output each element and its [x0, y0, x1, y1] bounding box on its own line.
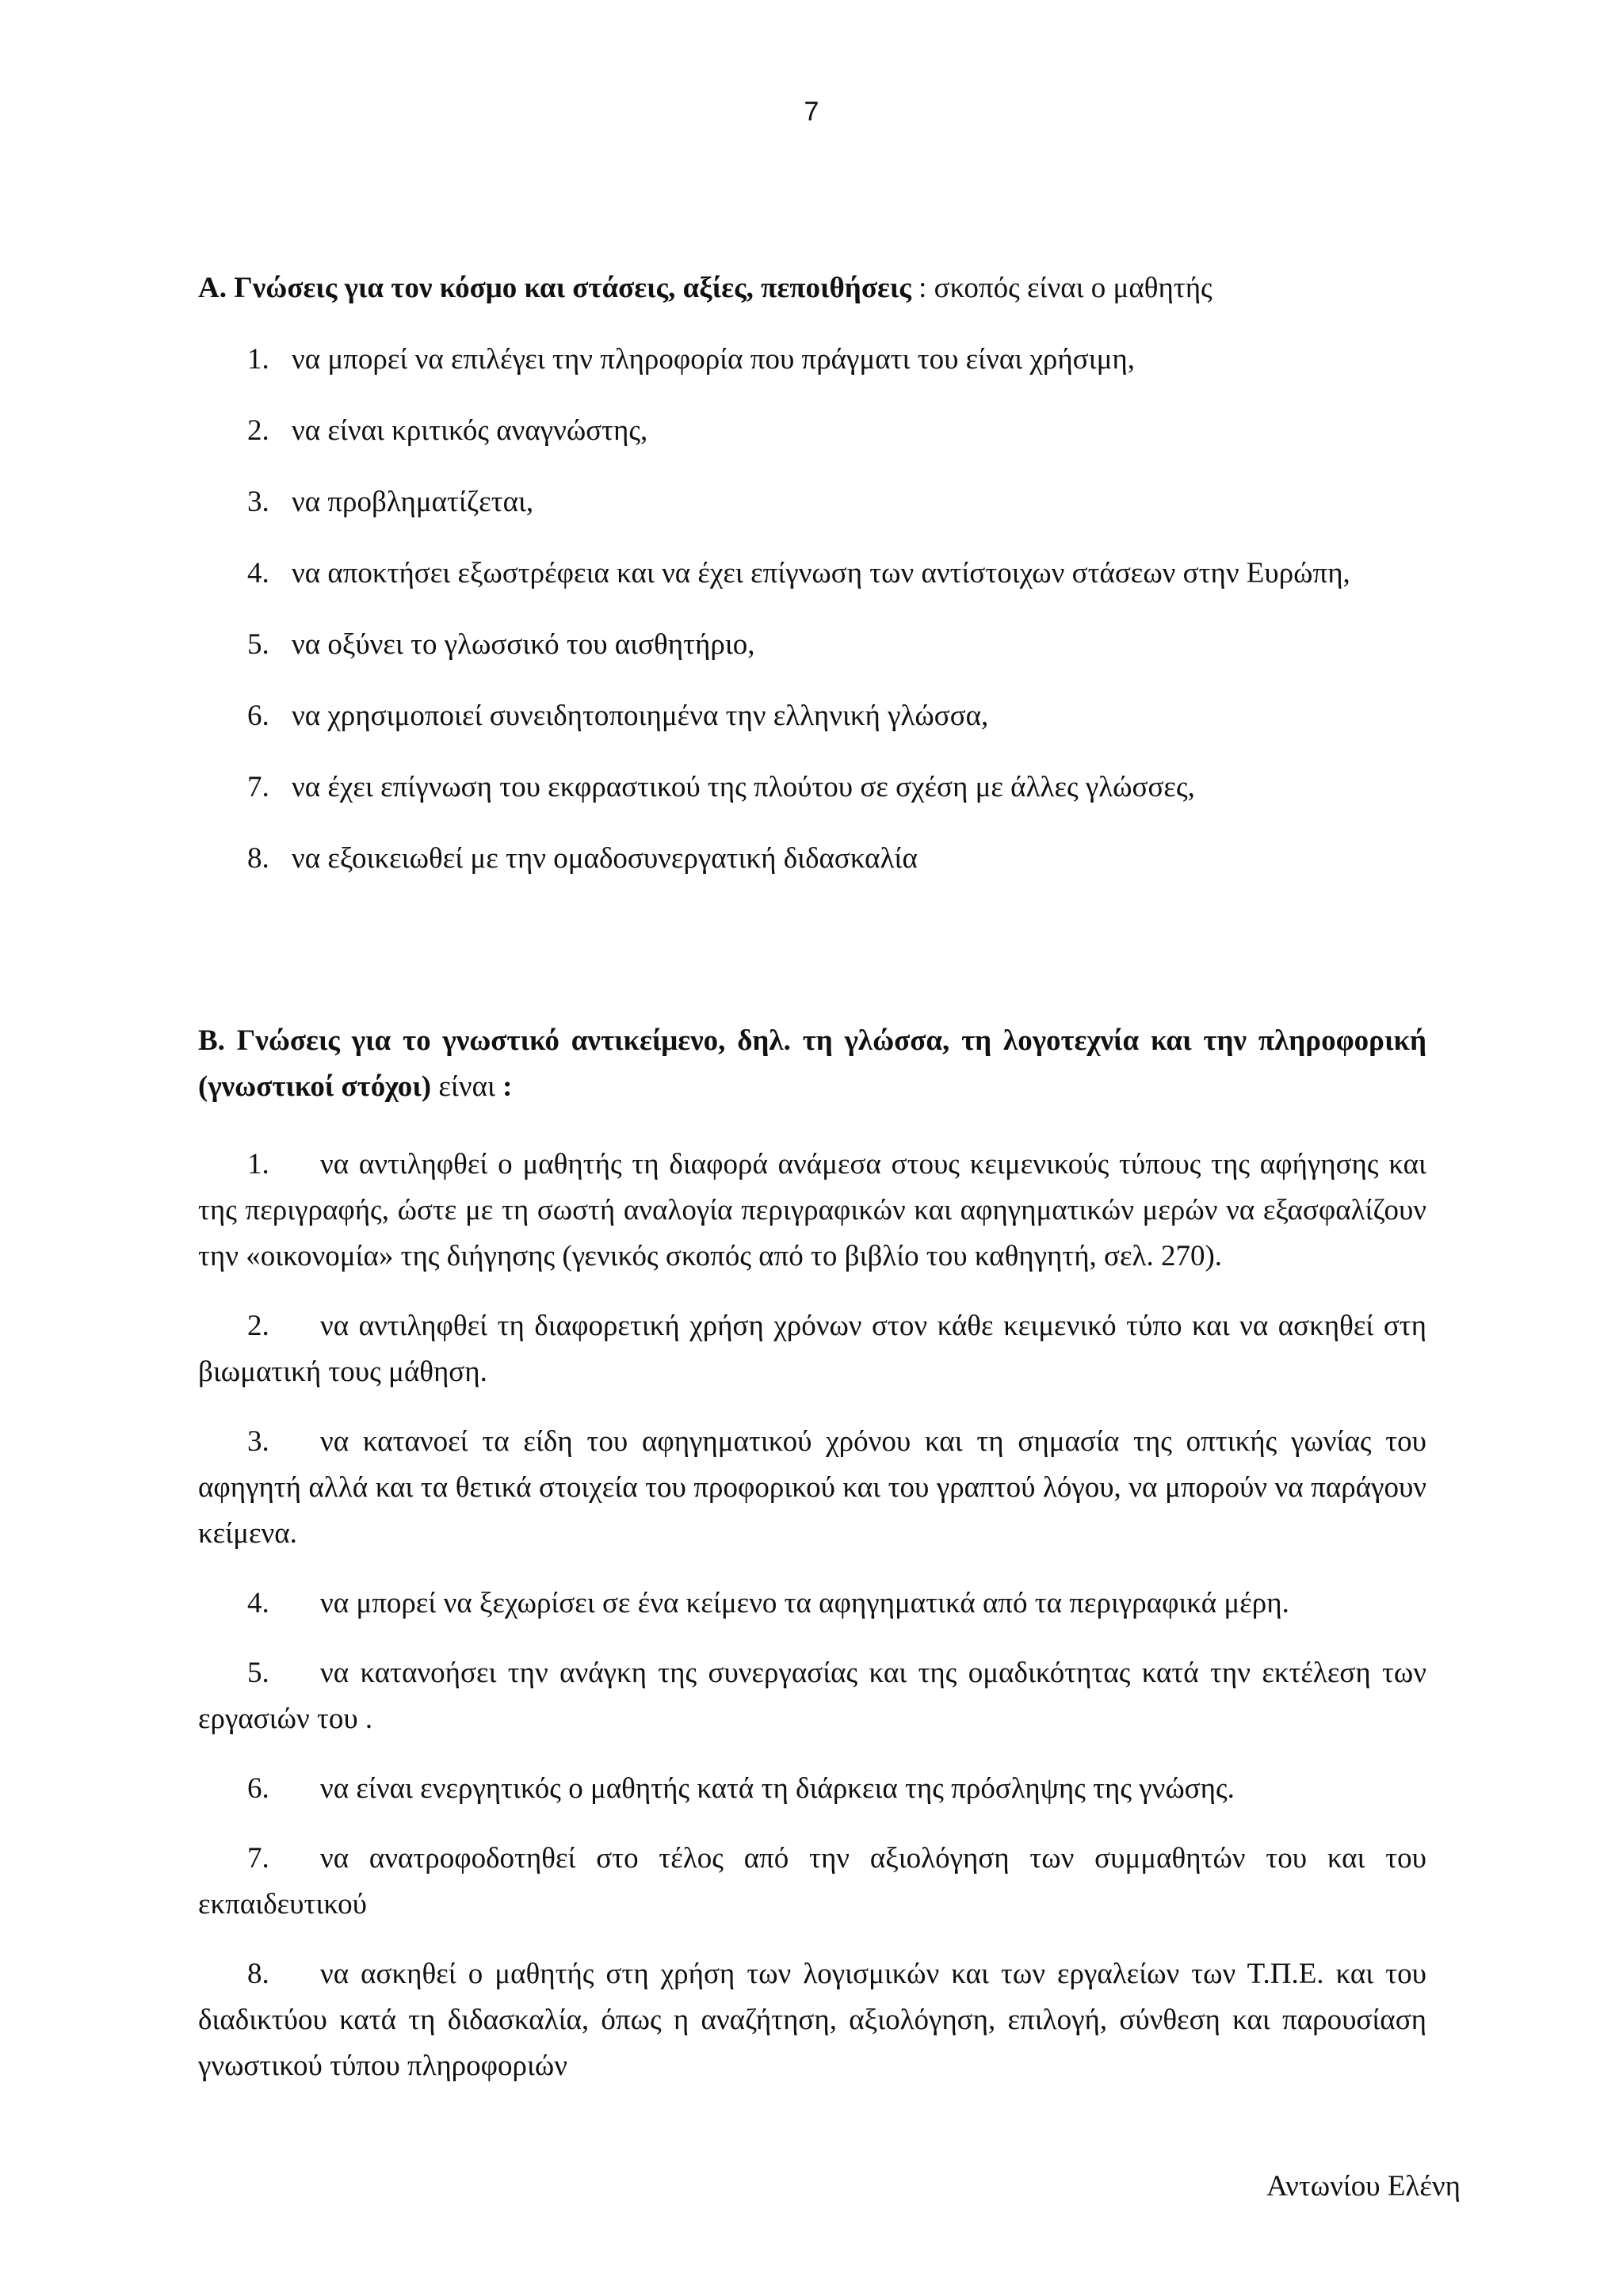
list-item-text: να προβληματίζεται,: [292, 486, 534, 518]
list-item: [198, 551, 1426, 597]
list-item-number: 5.: [247, 628, 269, 661]
list-item-text: να κατανοεί τα είδη του αφηγηματικού χρόνου και τη σημασία της οπτικής γωνίας του αφηγητή αλλά και τα θετικά στοιχεία του προφορικού και του γραπτού λόγου, να μπορούν να παράγουν κείμενα.: [198, 1425, 1426, 1550]
list-item: [198, 1581, 1426, 1627]
list-item-text: να έχει επίγνωση του εκφραστικού της πλούτου σε σχέση με άλλες γλώσσες,: [292, 771, 1195, 803]
list-item-number: 4.: [247, 557, 269, 589]
list-item: [198, 836, 1426, 882]
list-item: [198, 1836, 1426, 1928]
list-item-text: να αντιληφθεί ο μαθητής τη διαφορά ανάμεσα στους κειμενικούς τύπους της αφήγησης και της περιγραφής, ώστε με τη σωστή αναλογία περιγραφικών και αφηγηματικών μερών να εξασφαλίζουν την «οικονομία» της διήγησης (γενικός σκοπός από το βιβλίο του καθηγητή, σελ. 270).: [198, 1148, 1426, 1272]
list-item: [198, 337, 1426, 383]
list-item: [198, 408, 1426, 454]
list-item-number: 8.: [247, 1958, 269, 1990]
list-item-number: 6.: [247, 1772, 269, 1805]
list-item-text: να αντιληφθεί τη διαφορετική χρήση χρόνων στον κάθε κειμενικό τύπο και να ασκηθεί στη βιωματική τους μάθηση.: [198, 1310, 1426, 1388]
section-a-heading-rest: : σκοπός είναι ο μαθητής: [911, 272, 1212, 304]
list-item-number: 6.: [247, 700, 269, 732]
page-number: 7: [804, 97, 819, 127]
list-item-text: να ασκηθεί ο μαθητής στη χρήση των λογισμικών και των εργαλείων των Τ.Π.Ε. και του διαδικτύου κατά τη διδασκαλία, όπως η αναζήτηση, αξιολόγηση, επιλογή, σύνθεση και παρουσίαση γνωστικού τύπου πληροφοριών: [198, 1958, 1426, 2082]
list-item-text: να χρησιμοποιεί συνειδητοποιημένα την ελληνική γλώσσα,: [292, 700, 989, 732]
list-item-number: 3.: [247, 1425, 269, 1458]
list-item: [198, 1951, 1426, 2089]
list-item: [198, 1419, 1426, 1557]
list-item-text: να αποκτήσει εξωστρέφεια και να έχει επίγνωση των αντίστοιχων στάσεων στην Ευρώπη,: [292, 557, 1350, 589]
list-item: [198, 622, 1426, 668]
list-item-text: να μπορεί να ξεχωρίσει σε ένα κείμενο τα αφηγηματικά από τα περιγραφικά μέρη.: [320, 1587, 1289, 1619]
footer-author: Αντωνίου Ελένη: [1266, 2170, 1461, 2203]
list-item: [198, 479, 1426, 525]
list-item-text: να ανατροφοδοτηθεί στο τέλος από την αξιολόγηση των συμμαθητών του και του εκπαιδευτικού: [198, 1842, 1426, 1920]
section-b-heading-mid: είναι: [431, 1070, 503, 1103]
section-a: [198, 265, 1426, 907]
section-a-heading-bold: Α. Γνώσεις για τον κόσμο και στάσεις, αξίες, πεποιθήσεις: [198, 272, 911, 304]
section-b: [198, 1018, 1426, 2113]
list-item: [198, 1766, 1426, 1812]
list-item-number: 3.: [247, 486, 269, 518]
list-item-number: 4.: [247, 1587, 269, 1619]
list-item: [198, 1142, 1426, 1280]
list-item-number: 8.: [247, 842, 269, 875]
section-b-heading-colon: :: [502, 1070, 513, 1103]
list-item: [198, 1650, 1426, 1742]
list-item-text: να εξοικειωθεί με την ομαδοσυνεργατική διδασκαλία: [292, 842, 918, 875]
list-item-text: να είναι κριτικός αναγνώστης,: [292, 414, 648, 447]
list-item-number: 1.: [247, 343, 269, 376]
section-a-heading: [198, 265, 1426, 311]
list-item: [198, 1303, 1426, 1395]
list-item-number: 2.: [247, 414, 269, 447]
list-item-text: να κατανοήσει την ανάγκη της συνεργασίας και της ομαδικότητας κατά την εκτέλεση των εργασιών του .: [198, 1657, 1426, 1735]
list-item-text: να οξύνει το γλωσσικό του αισθητήριο,: [292, 628, 755, 661]
list-item: [198, 765, 1426, 810]
section-a-list: [198, 337, 1426, 882]
list-item-text: να είναι ενεργητικός ο μαθητής κατά τη διάρκεια της πρόσληψης της γνώσης.: [320, 1772, 1235, 1805]
section-b-heading: [198, 1018, 1426, 1110]
list-item-number: 5.: [247, 1657, 269, 1689]
list-item-text: να μπορεί να επιλέγει την πληροφορία που πράγματι του είναι χρήσιμη,: [292, 343, 1136, 376]
list-item: [198, 693, 1426, 739]
list-item-number: 2.: [247, 1310, 269, 1342]
section-b-heading-bold: Β. Γνώσεις για το γνωστικό αντικείμενο, δηλ. τη γλώσσα, τη λογοτεχνία και την πληροφορική (γνωστικοί στόχοι): [198, 1024, 1426, 1103]
section-b-list: [198, 1142, 1426, 2089]
list-item-number: 7.: [247, 771, 269, 803]
list-item-number: 7.: [247, 1842, 269, 1875]
list-item-number: 1.: [247, 1148, 269, 1180]
